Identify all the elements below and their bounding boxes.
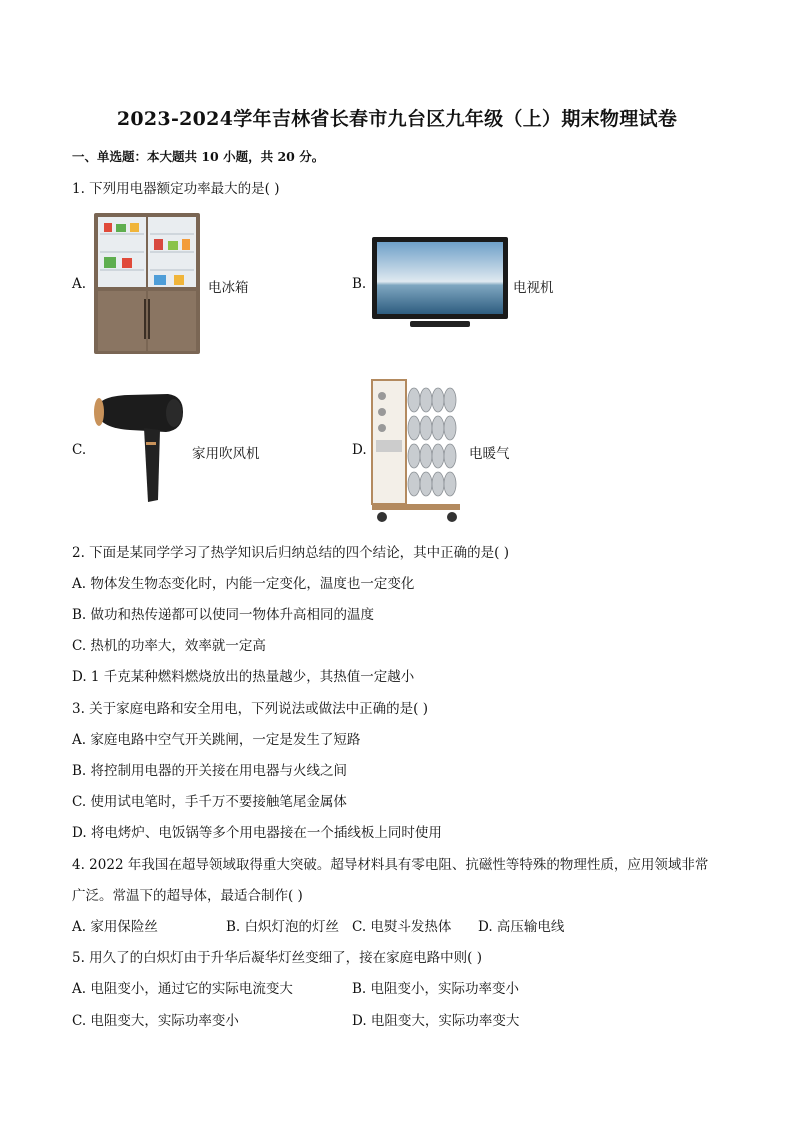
question-4-option-c: C. 电熨斗发热体 (352, 919, 452, 935)
q1-option-b-caption: 电视机 (513, 280, 554, 296)
question-5-stem: 5. 用久了的白炽灯由于升华后凝华灯丝变细了，接在家庭电路中则( ) (72, 950, 482, 966)
q1-option-c-caption: 家用吹风机 (192, 446, 260, 462)
question-2-option-a: A. 物体发生物态变化时，内能一定变化，温度也一定变化 (72, 576, 415, 592)
hairdryer-image (88, 390, 188, 505)
question-3-option-d: D. 将电烤炉、电饭锅等多个用电器接在一个插线板上同时使用 (72, 825, 442, 841)
q1-option-a-caption: 电冰箱 (208, 280, 249, 296)
tv-image (370, 235, 510, 330)
question-4-stem-line1: 4. 2022 年我国在超导领域取得重大突破。超导材料具有零电阻、抗磁性等特殊的物理性质，应用领域非常 (72, 857, 709, 873)
q1-option-b-letter: B. (352, 276, 367, 292)
question-4-option-b: B. 白炽灯泡的灯丝 (226, 919, 340, 935)
q1-option-d-letter: D. (352, 442, 367, 458)
question-2-stem: 2. 下面是某同学学习了热学知识后归纳总结的四个结论，其中正确的是( ) (72, 545, 509, 561)
question-5-option-c: C. 电阻变大，实际功率变小 (72, 1013, 239, 1029)
fridge-image (92, 211, 202, 356)
question-5-option-a: A. 电阻变小，通过它的实际电流变大 (72, 981, 293, 997)
question-5-option-b: B. 电阻变小，实际功率变小 (352, 981, 520, 997)
question-4-stem-line2: 广泛。常温下的超导体，最适合制作( ) (72, 888, 303, 904)
section-heading: 一、单选题：本大题共 10 小题，共 20 分。 (72, 149, 325, 164)
heater-image (368, 376, 466, 524)
question-1-stem: 1. 下列用电器额定功率最大的是( ) (72, 181, 280, 197)
question-4-option-a: A. 家用保险丝 (72, 919, 158, 935)
page-title: 2023-2024学年吉林省长春市九台区九年级（上）期末物理试卷 (116, 108, 678, 130)
question-2-option-d: D. 1 千克某种燃料燃烧放出的热量越少，其热值一定越小 (72, 669, 415, 685)
question-3-option-b: B. 将控制用电器的开关接在用电器与火线之间 (72, 763, 348, 779)
question-2-option-b: B. 做功和热传递都可以使同一物体升高相同的温度 (72, 607, 375, 623)
question-3-stem: 3. 关于家庭电路和安全用电，下列说法或做法中正确的是( ) (72, 701, 428, 717)
question-2-option-c: C. 热机的功率大，效率就一定高 (72, 638, 266, 654)
question-3-option-a: A. 家庭电路中空气开关跳闸，一定是发生了短路 (72, 732, 361, 748)
q1-option-a-letter: A. (72, 276, 87, 292)
question-3-option-c: C. 使用试电笔时，手千万不要接触笔尾金属体 (72, 794, 347, 810)
question-5-option-d: D. 电阻变大，实际功率变大 (352, 1013, 520, 1029)
q1-option-d-caption: 电暖气 (469, 446, 510, 462)
question-4-option-d: D. 高压输电线 (478, 919, 565, 935)
q1-option-c-letter: C. (72, 442, 87, 458)
